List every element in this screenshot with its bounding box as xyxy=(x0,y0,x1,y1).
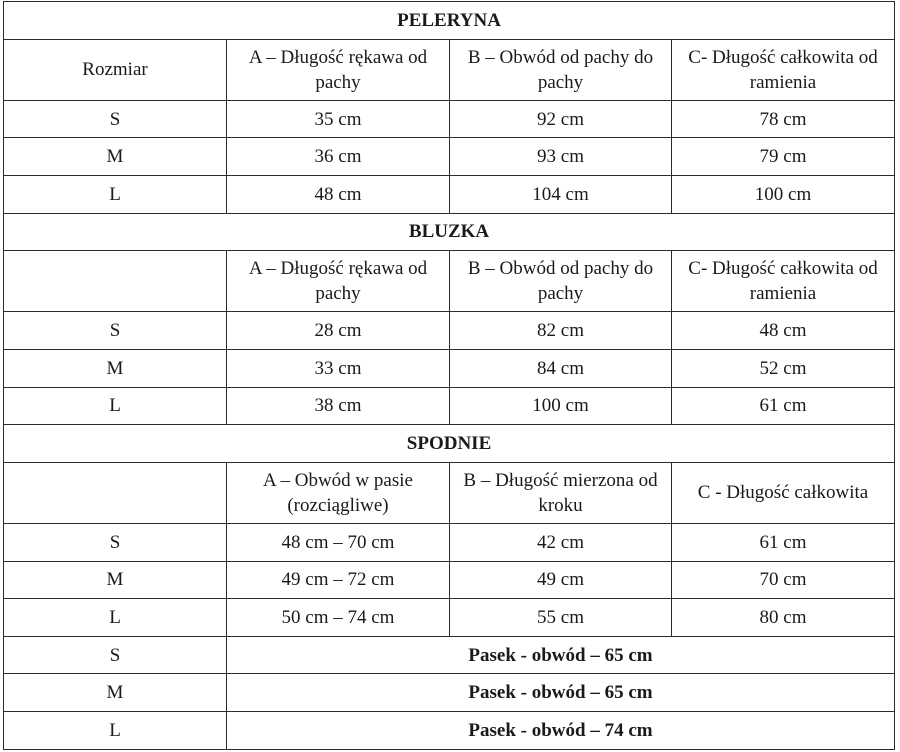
value-b-cell: 92 cm xyxy=(450,100,672,138)
header-size: Rozmiar xyxy=(4,39,227,100)
table-row xyxy=(4,523,895,561)
size-cell: S xyxy=(4,100,227,138)
value-b-cell: 42 cm xyxy=(450,523,672,561)
value-b-cell: 84 cm xyxy=(450,349,672,387)
section-title-peleryna: PELERYNA xyxy=(4,2,895,40)
value-c-cell: 61 cm xyxy=(672,523,895,561)
value-b-cell: 93 cm xyxy=(450,138,672,176)
header-a: A – Długość rękawa od pachy xyxy=(227,39,450,100)
size-cell: M xyxy=(4,138,227,176)
column-header-row xyxy=(4,39,895,100)
column-header-row xyxy=(4,462,895,523)
value-c-cell: 80 cm xyxy=(672,599,895,637)
header-c: C- Długość całkowita od ramienia xyxy=(672,251,895,312)
header-a: A – Obwód w pasie (rozciągliwe) xyxy=(227,462,450,523)
belt-row xyxy=(4,636,895,674)
belt-row xyxy=(4,712,895,750)
value-a-cell: 28 cm xyxy=(227,312,450,350)
section-header-row xyxy=(4,213,895,251)
belt-text: Pasek - obwód – 65 cm xyxy=(227,674,895,712)
header-a: A – Długość rękawa od pachy xyxy=(227,251,450,312)
size-cell: L xyxy=(4,712,227,750)
belt-text: Pasek - obwód – 65 cm xyxy=(227,636,895,674)
value-b-cell: 49 cm xyxy=(450,561,672,599)
table-row xyxy=(4,599,895,637)
value-a-cell: 48 cm – 70 cm xyxy=(227,523,450,561)
table-row xyxy=(4,138,895,176)
size-cell: L xyxy=(4,175,227,213)
table-row xyxy=(4,387,895,425)
belt-text: Pasek - obwód – 74 cm xyxy=(227,712,895,750)
section-header-row xyxy=(4,425,895,463)
value-c-cell: 70 cm xyxy=(672,561,895,599)
size-cell: S xyxy=(4,636,227,674)
section-header-row xyxy=(4,2,895,40)
table-row xyxy=(4,175,895,213)
value-c-cell: 48 cm xyxy=(672,312,895,350)
value-a-cell: 49 cm – 72 cm xyxy=(227,561,450,599)
value-b-cell: 104 cm xyxy=(450,175,672,213)
value-a-cell: 36 cm xyxy=(227,138,450,176)
header-c: C- Długość całkowita od ramienia xyxy=(672,39,895,100)
value-b-cell: 100 cm xyxy=(450,387,672,425)
header-b: B – Obwód od pachy do pachy xyxy=(450,251,672,312)
value-a-cell: 38 cm xyxy=(227,387,450,425)
value-a-cell: 48 cm xyxy=(227,175,450,213)
section-title-spodnie: SPODNIE xyxy=(4,425,895,463)
table-row xyxy=(4,100,895,138)
value-b-cell: 82 cm xyxy=(450,312,672,350)
table-row xyxy=(4,561,895,599)
value-c-cell: 78 cm xyxy=(672,100,895,138)
section-title-bluzka: BLUZKA xyxy=(4,213,895,251)
value-c-cell: 100 cm xyxy=(672,175,895,213)
column-header-row xyxy=(4,251,895,312)
value-c-cell: 52 cm xyxy=(672,349,895,387)
header-c: C - Długość całkowita xyxy=(672,462,895,523)
value-a-cell: 50 cm – 74 cm xyxy=(227,599,450,637)
header-b: B – Obwód od pachy do pachy xyxy=(450,39,672,100)
size-cell: M xyxy=(4,674,227,712)
size-chart-table xyxy=(3,1,895,750)
table-row xyxy=(4,312,895,350)
header-size xyxy=(4,462,227,523)
size-cell: S xyxy=(4,523,227,561)
size-cell: M xyxy=(4,349,227,387)
value-a-cell: 33 cm xyxy=(227,349,450,387)
size-cell: M xyxy=(4,561,227,599)
value-b-cell: 55 cm xyxy=(450,599,672,637)
size-cell: L xyxy=(4,387,227,425)
value-a-cell: 35 cm xyxy=(227,100,450,138)
belt-row xyxy=(4,674,895,712)
size-cell: S xyxy=(4,312,227,350)
size-cell: L xyxy=(4,599,227,637)
value-c-cell: 79 cm xyxy=(672,138,895,176)
value-c-cell: 61 cm xyxy=(672,387,895,425)
header-b: B – Długość mierzona od kroku xyxy=(450,462,672,523)
header-size xyxy=(4,251,227,312)
table-row xyxy=(4,349,895,387)
